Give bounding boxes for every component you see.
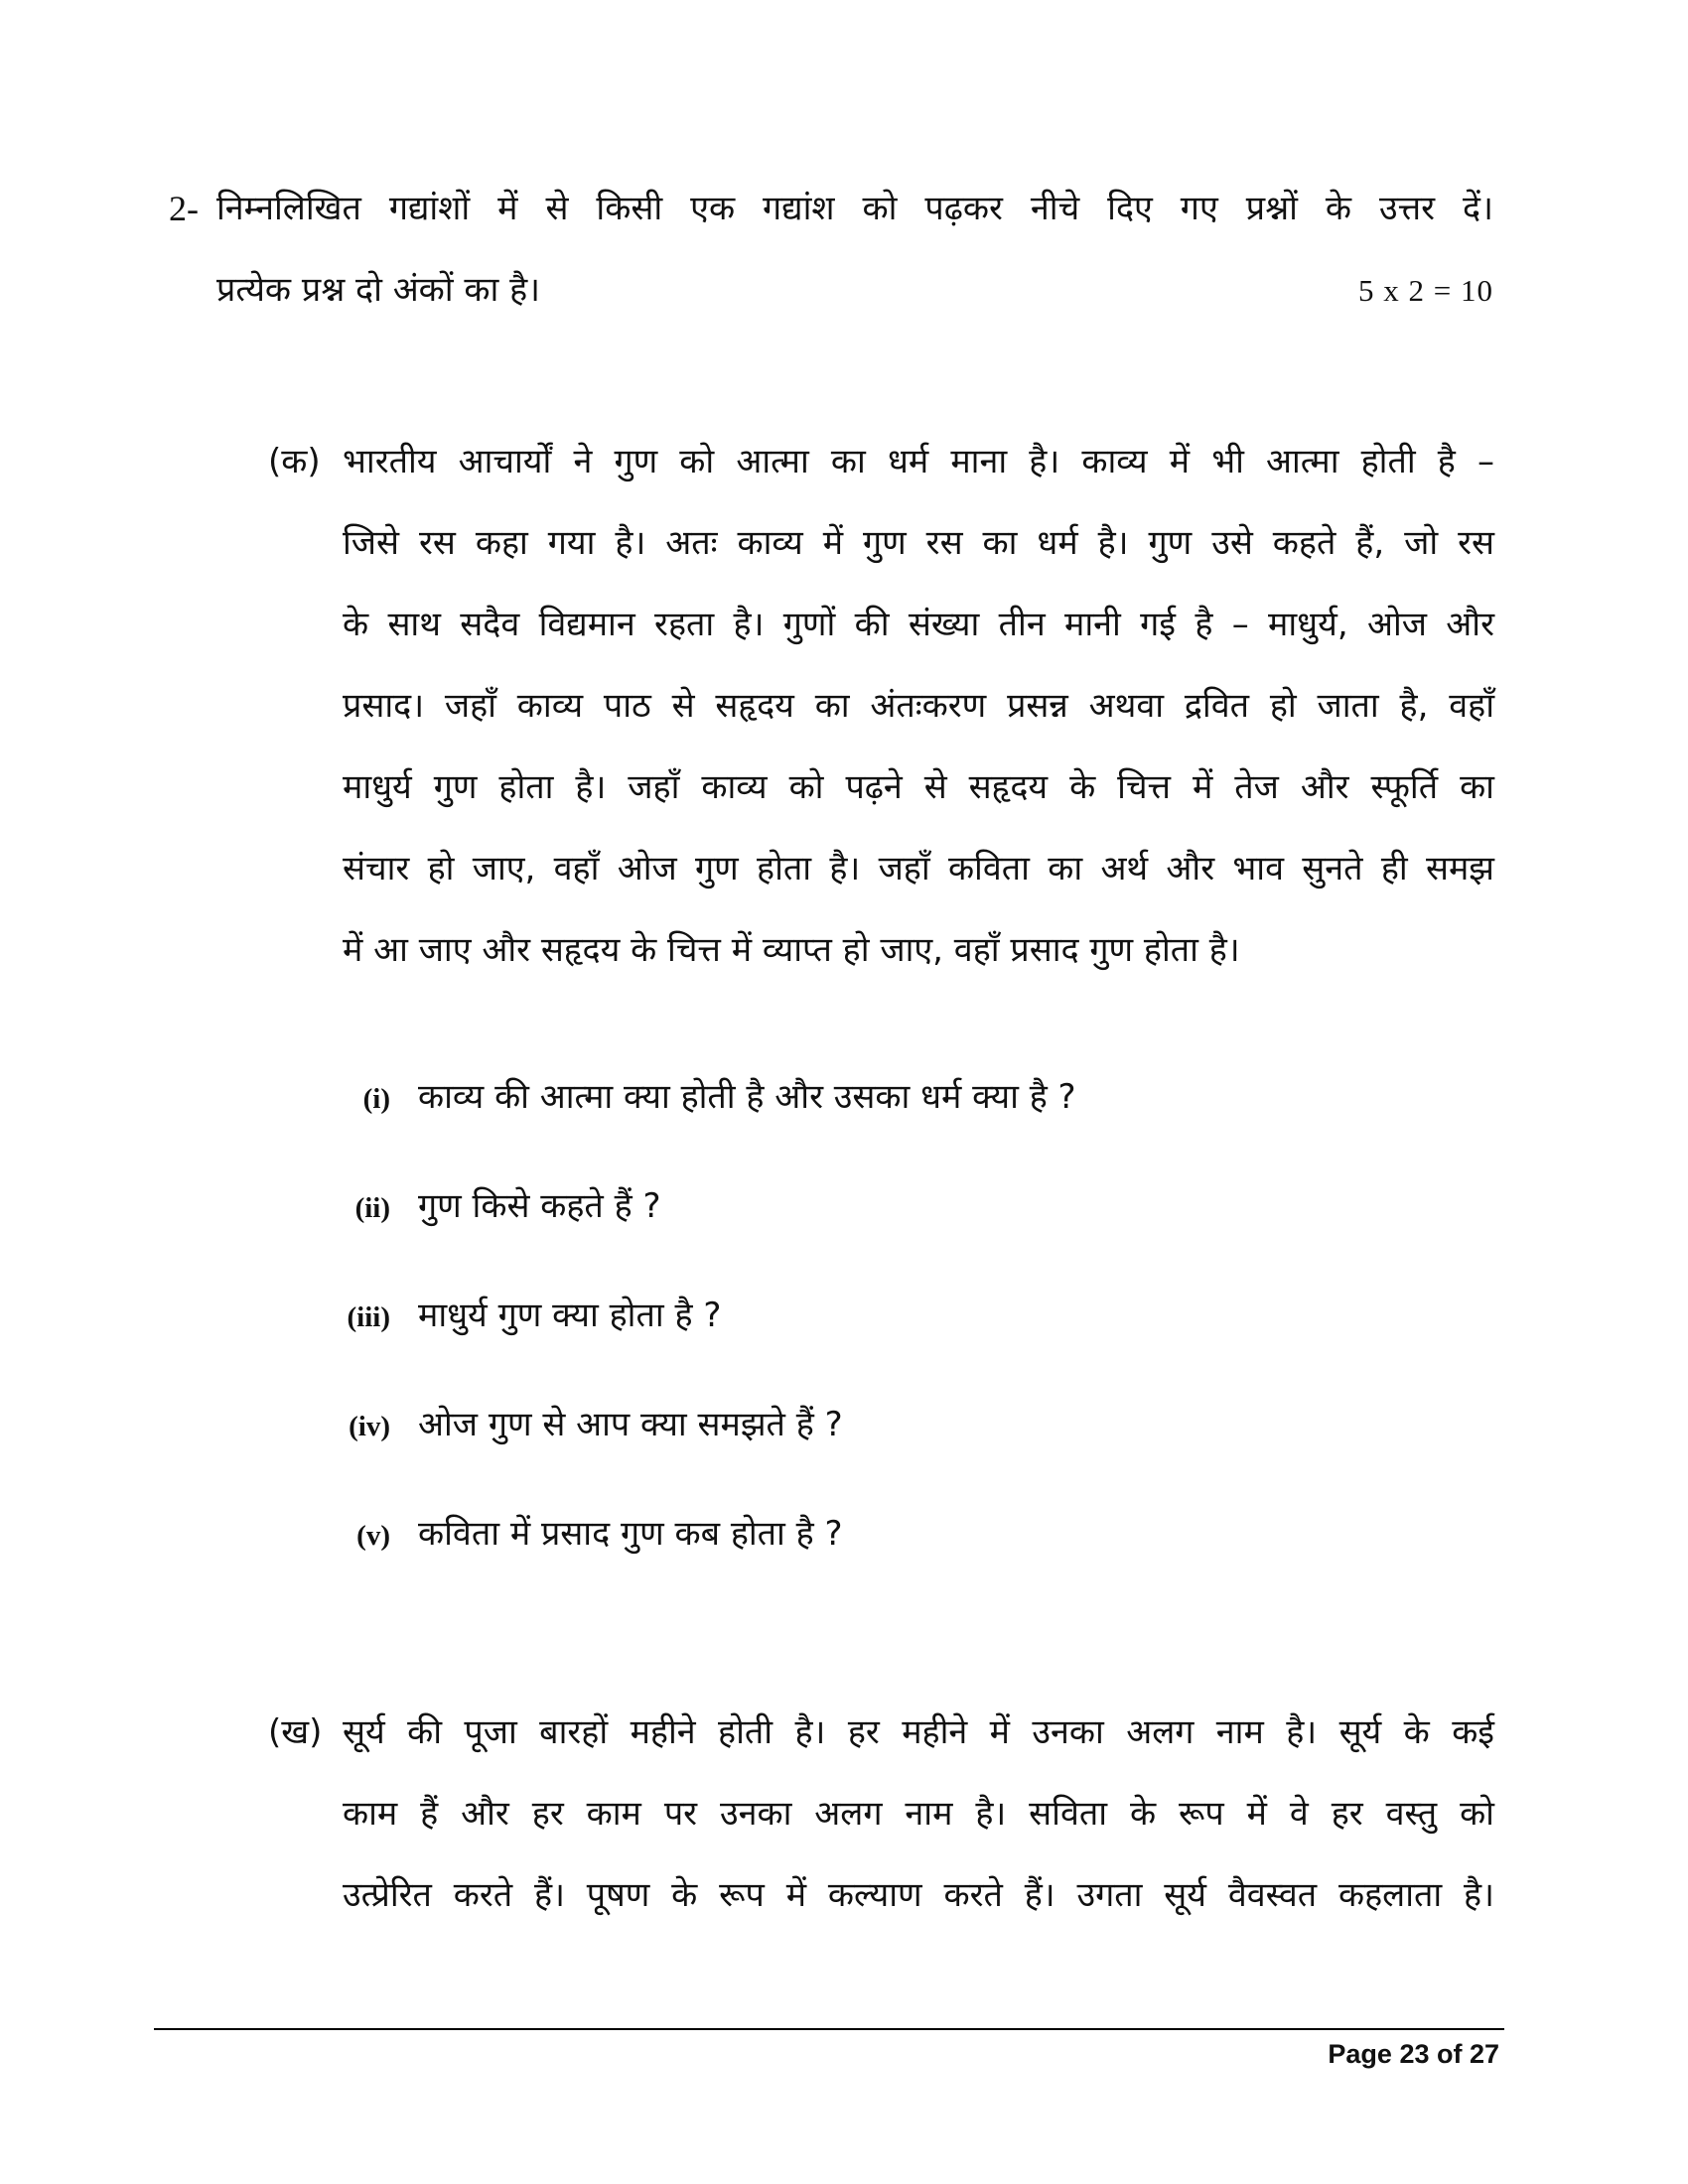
passage-line: में आ जाए और सहृदय के चित्त में व्याप्त हो जाए, वहाँ प्रसाद गुण होता है। <box>343 930 1240 970</box>
passage-kha-body <box>343 1692 1494 1936</box>
question-2-intro-row <box>169 185 1493 232</box>
question-number: 2- <box>169 189 199 228</box>
passage-line: के साथ सदैव विद्यमान रहता है। गुणों की संख्या तीन मानी गई है – माधुर्य, ओज और <box>343 605 1494 644</box>
passage-ka-label: (क) <box>268 442 321 481</box>
question-2-marks-row <box>169 266 1493 314</box>
subquestion-number: (ii) <box>354 1192 390 1224</box>
question-intro-line-1: निम्नलिखित गद्यांशों में से किसी एक गद्यांश को पढ़कर नीचे दिए गए प्रश्नों के उत्तर दें। <box>216 189 1493 228</box>
passage-kha <box>268 1692 1494 1936</box>
passage-line: जिसे रस कहा गया है। अतः काव्य में गुण रस का धर्म है। गुण उसे कहते हैं, जो रस <box>343 523 1494 563</box>
passage-line: सूर्य की पूजा बारहों महीने होती है। हर महीने में उनका अलग नाम है। सूर्य के कई <box>343 1712 1494 1752</box>
passage-ka-body <box>343 421 1494 991</box>
question-intro-line-2: प्रत्येक प्रश्न दो अंकों का है। <box>216 270 541 310</box>
passage-ka <box>268 421 1494 991</box>
subquestion-item <box>343 1370 1494 1479</box>
subquestion-text: काव्य की आत्मा क्या होती है और उसका धर्म क्या है ? <box>418 1077 1076 1117</box>
marks-scheme: 5 x 2 = 10 <box>1358 273 1493 308</box>
passage-line: माधुर्य गुण होता है। जहाँ काव्य को पढ़ने से सहृदय के चित्त में तेज और स्फूर्ति का <box>343 767 1494 807</box>
subquestion-number: (iii) <box>347 1301 390 1333</box>
footer-divider <box>154 2028 1504 2030</box>
subquestion-text: कविता में प्रसाद गुण कब होता है ? <box>418 1514 843 1554</box>
subquestion-number: (v) <box>356 1520 390 1552</box>
subquestion-item <box>343 1479 1494 1588</box>
subquestion-number: (i) <box>362 1083 390 1115</box>
passage-kha-label: (ख) <box>268 1712 323 1752</box>
subquestion-text: ओज गुण से आप क्या समझते हैं ? <box>418 1405 843 1444</box>
subquestion-text: माधुर्य गुण क्या होता है ? <box>418 1296 722 1335</box>
subquestion-item <box>343 1152 1494 1261</box>
subquestion-item <box>343 1261 1494 1370</box>
passage-line: प्रसाद। जहाँ काव्य पाठ से सहृदय का अंतःकरण प्रसन्न अथवा द्रवित हो जाता है, वहाँ <box>343 686 1494 726</box>
passage-line: काम हैं और हर काम पर उनका अलग नाम है। सविता के रूप में वे हर वस्तु को <box>343 1794 1494 1834</box>
question-2-header <box>169 185 1493 314</box>
passage-line: उत्प्रेरित करते हैं। पूषण के रूप में कल्याण करते हैं। उगता सूर्य वैवस्वत कहलाता है। <box>343 1875 1494 1915</box>
passage-line: भारतीय आचार्यों ने गुण को आत्मा का धर्म माना है। काव्य में भी आत्मा होती है – <box>343 442 1494 481</box>
subquestion-list <box>343 1042 1494 1588</box>
page-number: Page 23 of 27 <box>1328 2039 1499 2069</box>
subquestion-text: गुण किसे कहते हैं ? <box>418 1186 661 1226</box>
subquestion-number: (iv) <box>349 1411 390 1442</box>
subquestion-item <box>343 1042 1494 1152</box>
passage-line: संचार हो जाए, वहाँ ओज गुण होता है। जहाँ कविता का अर्थ और भाव सुनते ही समझ <box>343 849 1494 888</box>
